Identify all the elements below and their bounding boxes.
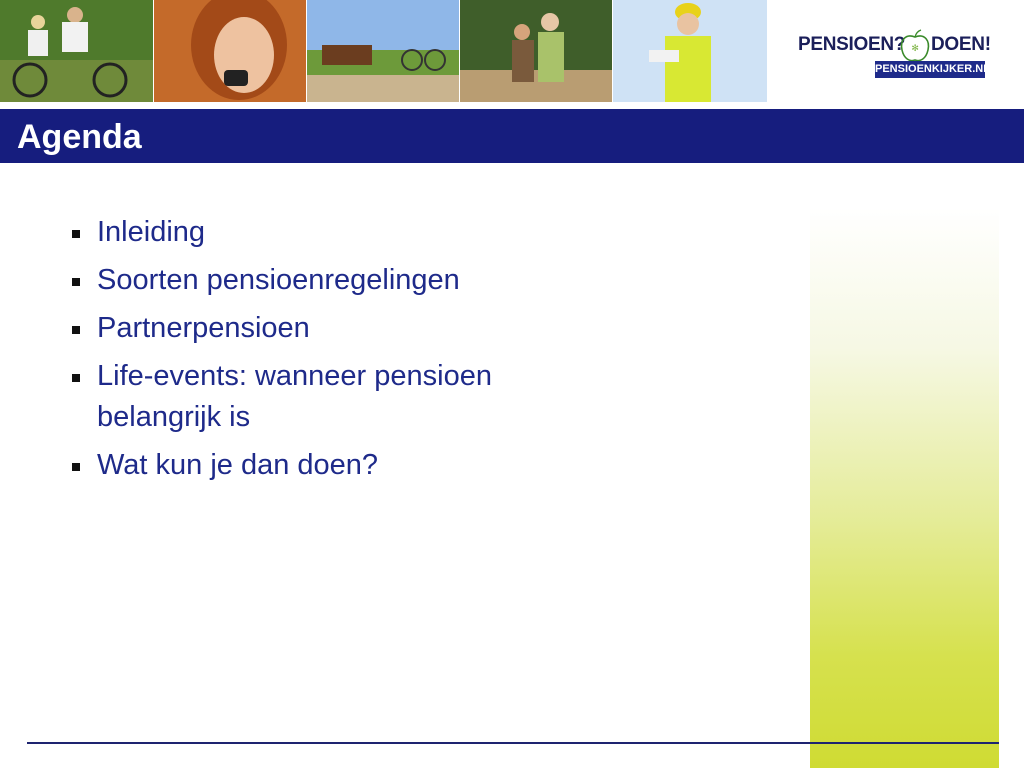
square-bullet-icon [72, 230, 80, 238]
logo-word-right: DOEN! [931, 34, 991, 55]
side-gradient-band [810, 208, 999, 768]
logo-url-badge: PENSIOENKIJKER.NL [875, 61, 985, 78]
park-bench-photo-icon [307, 0, 459, 102]
hiking-couple-photo-icon [460, 0, 612, 102]
title-bar [0, 109, 1024, 163]
list-item [70, 308, 590, 349]
logo-word-left: PENSIOEN? [798, 34, 906, 55]
square-bullet-icon [72, 326, 80, 334]
cyclists-photo-icon [0, 0, 153, 102]
svg-text:✻: ✻ [911, 44, 919, 54]
slide-title: Agenda [17, 118, 142, 156]
list-item-text: Life-events: wanneer pensioen belangrijk is [97, 360, 492, 433]
construction-worker-photo-icon [613, 0, 767, 102]
square-bullet-icon [72, 374, 80, 382]
woman-on-phone-photo-icon [154, 0, 306, 102]
list-item [70, 260, 590, 301]
pensioen-doen-logo [798, 30, 990, 80]
list-item [70, 212, 590, 253]
list-item-text: Soorten pensioenregelingen [97, 264, 460, 296]
list-item-text: Wat kun je dan doen? [97, 449, 379, 481]
square-bullet-icon [72, 278, 80, 286]
list-item [70, 356, 590, 438]
square-bullet-icon [72, 463, 80, 471]
apple-icon [899, 29, 931, 63]
header-photo-strip [0, 0, 1024, 102]
list-item-text: Partnerpensioen [97, 312, 310, 344]
list-item-text: Inleiding [97, 216, 206, 248]
bottom-divider [27, 742, 999, 744]
list-item [70, 445, 590, 486]
agenda-list [70, 212, 590, 493]
